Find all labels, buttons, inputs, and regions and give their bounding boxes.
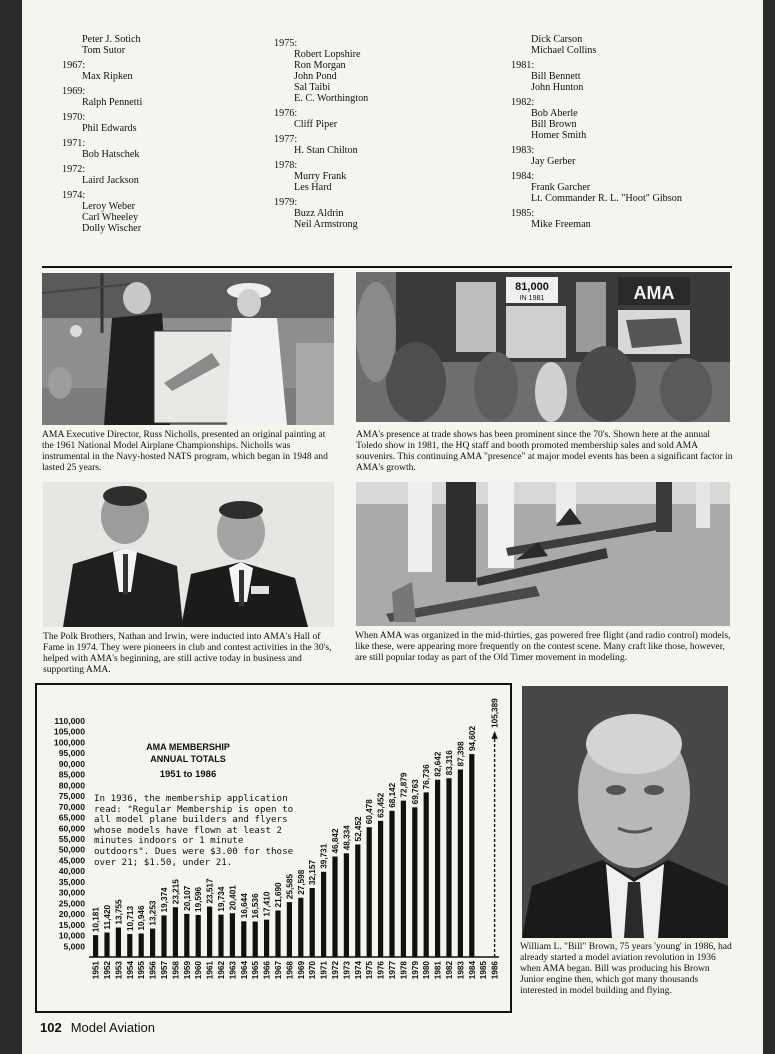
page-number: 102 xyxy=(40,1020,62,1035)
bar xyxy=(355,844,360,957)
bar xyxy=(458,769,463,957)
x-tick-label: 1963 xyxy=(228,961,238,980)
inductee-name: Max Ripken xyxy=(82,71,133,82)
induction-year: 1971: xyxy=(62,138,86,149)
bar-value-label: 27,598 xyxy=(296,869,306,895)
x-tick-label: 1978 xyxy=(399,961,409,980)
bar xyxy=(287,902,292,957)
bar xyxy=(412,807,417,957)
bar-value-label: 21,690 xyxy=(274,882,283,908)
induction-year: 1981: xyxy=(511,60,535,71)
bar-value-label: 20,401 xyxy=(228,885,238,911)
bar xyxy=(310,888,315,957)
inductee-name: Homer Smith xyxy=(531,130,587,141)
inductee-name: Leroy Weber xyxy=(82,201,136,212)
y-tick-label: 50,000 xyxy=(58,844,85,855)
y-tick-label: 65,000 xyxy=(58,812,85,823)
inductee-name: Les Hard xyxy=(294,182,332,193)
chart-note: In 1936, the membership application read: "Regular Membership is open to all model plane builders and flyers whose models have flown at least 2 minutes indoors or 1 minute outdoors". Dues were $3.00 for those over 21; $1.50, under 21. xyxy=(94,793,294,868)
bar xyxy=(332,857,337,957)
bar-value-label: 19,734 xyxy=(217,886,226,912)
inductee-list-col1 xyxy=(62,34,142,234)
inductee-name: John Pond xyxy=(294,71,337,82)
inductee-name: Robert Lopshire xyxy=(294,49,361,60)
bar xyxy=(321,872,326,957)
bar xyxy=(264,920,269,957)
bar-value-label: 23,215 xyxy=(171,879,181,905)
photo-nicholls-presentation xyxy=(42,273,334,425)
bar-value-label: 10,713 xyxy=(125,905,135,932)
x-tick-label: 1977 xyxy=(388,961,397,980)
caption-polk-brothers: The Polk Brothers, Nathan and Irwin, were inducted into AMA's Hall of Fame in 1974. They were pioneers in club and contest activities in the 30's, helped with AMA's beginning, are still active today in business and supporting AMA. xyxy=(43,631,332,675)
inductee-name: Buzz Aldrin xyxy=(294,208,344,219)
x-tick-label: 1962 xyxy=(217,961,226,980)
photo-bill-brown xyxy=(522,686,728,938)
caption-trade-show: AMA's presence at trade shows has been prominent since the 70's. Shown here at the annual Toledo show in 1981, the HQ staff and booth promoted membership sales and sold AMA souvenirs. This continuing AMA "presence" at major model events has been a significant factor in AMA's growth. xyxy=(356,429,733,473)
bar xyxy=(378,821,383,957)
bar-value-label: 69,763 xyxy=(410,779,420,805)
x-tick-label: 1954 xyxy=(125,961,135,980)
y-tick-label: 35,000 xyxy=(58,876,85,887)
y-tick-label: 55,000 xyxy=(58,834,85,844)
sign-in-1981: IN 1981 xyxy=(519,295,545,302)
induction-year: 1977: xyxy=(274,134,298,145)
y-tick-label: 70,000 xyxy=(58,801,85,812)
chart-title-line2: ANNUAL TOTALS xyxy=(150,754,226,764)
bar-value-label: 11,420 xyxy=(103,904,112,930)
inductee-name: Jay Gerber xyxy=(531,156,576,167)
x-tick-label: 1964 xyxy=(239,961,249,980)
induction-year: 1979: xyxy=(274,197,298,208)
inductee-list-col3 xyxy=(511,34,682,230)
bar xyxy=(218,915,223,957)
bar xyxy=(184,914,189,957)
bar xyxy=(161,915,166,957)
bar-value-label: 16,644 xyxy=(239,893,249,919)
induction-year: 1972: xyxy=(62,164,86,175)
bar xyxy=(367,827,372,957)
induction-year: 1984: xyxy=(511,171,535,182)
bar-value-label: 10,946 xyxy=(137,905,147,931)
bar xyxy=(116,927,121,957)
x-tick-label: 1972 xyxy=(331,961,340,980)
y-tick-label: 90,000 xyxy=(58,758,85,769)
inductee-name: Dolly Wischer xyxy=(82,223,142,234)
bar-value-label: 68,142 xyxy=(388,782,397,808)
chart-title-years: 1951 to 1986 xyxy=(159,769,217,780)
x-tick-label: 1980 xyxy=(422,961,432,980)
bar xyxy=(230,913,235,957)
bar-value-label: 25,585 xyxy=(285,874,295,900)
x-tick-label: 1953 xyxy=(114,961,124,980)
inductee-name: Frank Garcher xyxy=(531,182,591,193)
bar xyxy=(207,907,212,957)
x-tick-label: 1976 xyxy=(376,961,386,980)
inductee-name: Neil Armstrong xyxy=(294,219,358,230)
inductee-name: Ron Morgan xyxy=(294,60,346,71)
inductee-name: Ralph Pennetti xyxy=(82,97,143,108)
induction-year: 1967: xyxy=(62,60,86,71)
section-divider xyxy=(42,266,732,268)
inductee-name: Phil Edwards xyxy=(82,123,137,134)
x-tick-label: 1985 xyxy=(479,961,489,980)
x-tick-label: 1966 xyxy=(262,961,272,980)
bar-value-label: 46,842 xyxy=(331,828,340,854)
bar xyxy=(298,898,303,957)
induction-year: 1978: xyxy=(274,160,298,171)
bar-value-label: 19,596 xyxy=(194,886,204,912)
y-tick-label: 30,000 xyxy=(58,887,85,898)
bar-value-label: 16,536 xyxy=(251,893,261,919)
photo-polk-brothers xyxy=(43,482,334,627)
bar-value-label: 63,452 xyxy=(376,792,386,818)
inductee-name: Dick Carson xyxy=(531,34,583,45)
x-tick-label: 1958 xyxy=(171,961,181,980)
inductee-name: Bill Brown xyxy=(531,119,577,130)
x-tick-label: 1974 xyxy=(353,961,363,980)
bar xyxy=(173,907,178,957)
bar xyxy=(196,915,201,957)
bar-value-label: 52,452 xyxy=(353,816,363,842)
bar-value-label: 17,410 xyxy=(262,891,272,917)
x-tick-label: 1969 xyxy=(296,961,306,980)
x-tick-label: 1957 xyxy=(160,961,169,980)
bar xyxy=(241,921,246,957)
x-tick-label: 1982 xyxy=(445,961,454,980)
x-tick-label: 1967 xyxy=(274,961,283,980)
y-tick-label: 110,000 xyxy=(54,716,85,726)
bar xyxy=(253,922,258,957)
y-tick-label: 15,000 xyxy=(58,919,85,930)
y-tick-label: 10,000 xyxy=(58,930,85,941)
y-tick-label: 40,000 xyxy=(58,866,85,877)
bar xyxy=(139,934,144,957)
inductee-name: Carl Wheeley xyxy=(82,212,139,223)
x-tick-label: 1965 xyxy=(251,961,261,980)
inductee-name: Cliff Piper xyxy=(294,119,338,130)
photo-trade-show xyxy=(356,272,730,422)
magazine-name: Model Aviation xyxy=(70,1020,156,1035)
bar-value-label: 23,517 xyxy=(205,878,215,904)
x-tick-label: 1968 xyxy=(285,961,295,980)
inductee-name: John Hunton xyxy=(531,82,584,93)
y-tick-label: 105,000 xyxy=(53,726,85,737)
induction-year: 1970: xyxy=(62,112,86,123)
y-tick-label: 60,000 xyxy=(58,823,85,834)
x-tick-label: 1952 xyxy=(103,961,112,980)
x-tick-label: 1960 xyxy=(194,961,204,980)
induction-year: 1985: xyxy=(511,208,535,219)
x-tick-label: 1961 xyxy=(205,961,215,980)
bar xyxy=(344,853,349,957)
bar-value-label: 10,181 xyxy=(91,907,101,933)
inductee-name: Sal Taibi xyxy=(294,82,331,93)
bar xyxy=(93,935,98,957)
photo-free-flight-models xyxy=(356,482,730,626)
inductee-name: Bob Aberle xyxy=(531,108,578,119)
induction-year: 1982: xyxy=(511,97,535,108)
y-tick-label: 95,000 xyxy=(58,748,85,759)
bar-value-label: 20,107 xyxy=(182,885,192,911)
sign-ama: AMA xyxy=(633,283,675,303)
bar-value-label: 72,879 xyxy=(399,772,409,798)
chart-title xyxy=(138,741,238,781)
x-tick-label: 1984 xyxy=(467,961,477,980)
induction-year: 1983: xyxy=(511,145,535,156)
bar-value-label: 60,478 xyxy=(365,799,375,825)
x-tick-label: 1971 xyxy=(319,961,329,980)
x-tick-label: 1955 xyxy=(137,961,147,980)
x-tick-label: 1970 xyxy=(308,961,318,980)
induction-year: 1975: xyxy=(274,38,298,49)
induction-year: 1974: xyxy=(62,190,86,201)
bar-value-label: 39,731 xyxy=(319,843,329,869)
bar xyxy=(389,811,394,957)
inductee-name: Murry Frank xyxy=(294,171,347,182)
sign-81000: 81,000 xyxy=(515,281,549,293)
bar xyxy=(275,910,280,957)
y-tick-label: 20,000 xyxy=(58,909,85,920)
inductee-list-col2 xyxy=(274,34,368,230)
caption-nicholls: AMA Executive Director, Russ Nicholls, presented an original painting at the 1961 National Model Airplane Championships. Nicholls was instrumental in the Navy-hosted NATS program, which began in 1948 and lasted 25 years. xyxy=(42,429,328,473)
y-tick-label: 100,000 xyxy=(53,737,85,748)
x-tick-label: 1979 xyxy=(410,961,420,980)
bar-value-label: 13,755 xyxy=(114,899,124,925)
induction-year: 1969: xyxy=(62,86,86,97)
inductee-name: Peter J. Sotich xyxy=(82,34,141,45)
x-tick-label: 1956 xyxy=(148,961,158,980)
y-tick-label: 45,000 xyxy=(58,855,85,866)
bar xyxy=(435,780,440,957)
x-tick-label: 1981 xyxy=(433,961,443,980)
page-footer xyxy=(40,1020,155,1035)
caption-free-flight: When AMA was organized in the mid-thirties, gas powered free flight (and radio control) models, like these, were appearing more frequently on the contest scene. Many craft like those, however, are still popular today as part of the Old Timer movement in modeling. xyxy=(355,630,731,663)
x-tick-label: 1973 xyxy=(342,961,352,980)
bar-value-label: 13,253 xyxy=(148,900,158,926)
bar xyxy=(469,754,474,957)
bar xyxy=(424,792,429,957)
caption-bill-brown: William L. "Bill" Brown, 75 years 'young' in 1986, had already started a model aviation revolution in 1936 when AMA began. Bill was producing his Brown Junior engine then, which got many thousands interested in model building and flying. xyxy=(520,941,732,996)
bar xyxy=(401,801,406,957)
bar xyxy=(150,929,155,957)
bar-value-label: 76,736 xyxy=(422,764,432,790)
x-tick-label: 1959 xyxy=(182,961,192,980)
bar-value-label: 94,602 xyxy=(467,725,477,752)
inductee-name: Tom Sutor xyxy=(82,45,126,56)
x-tick-label: 1951 xyxy=(91,961,101,980)
bar-value-label: 32,157 xyxy=(308,859,318,886)
bar-value-label: 19,374 xyxy=(160,887,169,913)
inductee-name: Mike Freeman xyxy=(531,219,591,230)
y-tick-label: 80,000 xyxy=(58,780,85,791)
y-tick-label: 85,000 xyxy=(58,769,85,780)
y-tick-label: 5,000 xyxy=(63,941,85,952)
inductee-name: E. C. Worthington xyxy=(294,93,369,104)
inductee-name: Michael Collins xyxy=(531,45,597,56)
bar-value-label: 87,398 xyxy=(456,741,466,767)
inductee-name: Bill Bennett xyxy=(531,71,581,82)
inductee-name: Lt. Commander R. L. "Hoot" Gibson xyxy=(531,193,682,204)
bar xyxy=(127,934,132,957)
bar-value-label: 48,334 xyxy=(342,825,352,851)
bar-1986-arrow xyxy=(492,731,498,739)
bar xyxy=(446,778,451,957)
x-tick-label: 1983 xyxy=(456,961,466,980)
x-tick-label: 1986 xyxy=(490,961,500,980)
chart-title-line1: AMA MEMBERSHIP xyxy=(146,742,230,752)
bar-value-label: 105,389 xyxy=(490,698,500,728)
y-tick-label: 25,000 xyxy=(58,898,85,909)
bar-value-label: 82,642 xyxy=(433,751,443,777)
inductee-name: Laird Jackson xyxy=(82,175,139,186)
y-tick-label: 75,000 xyxy=(58,791,85,802)
inductee-name: H. Stan Chilton xyxy=(294,145,358,156)
x-tick-label: 1975 xyxy=(365,961,375,980)
induction-year: 1976: xyxy=(274,108,298,119)
bar-value-label: 83,316 xyxy=(445,750,454,776)
bar xyxy=(104,932,109,957)
inductee-name: Bob Hatschek xyxy=(82,149,140,160)
